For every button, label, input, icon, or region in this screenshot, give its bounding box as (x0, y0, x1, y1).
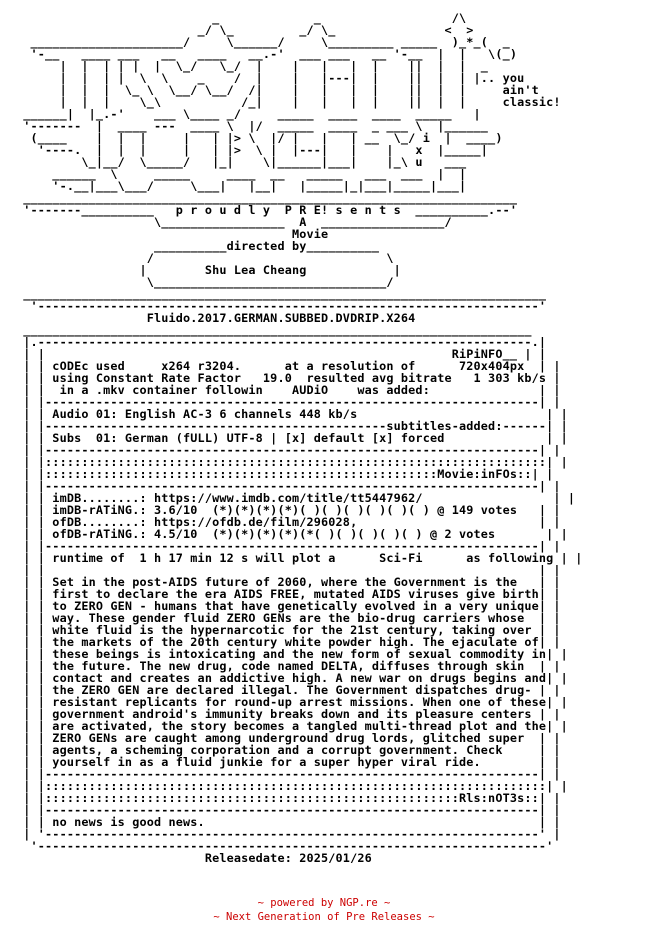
powered-by-link[interactable] (0, 896, 648, 910)
page-footer (0, 896, 648, 924)
ngp-link[interactable]: ~ powered by NGP.re ~ (257, 897, 391, 909)
tagline: ~ Next Generation of Pre Releases ~ (213, 911, 435, 923)
nfo-ascii-document: _ _ /\ _/ \_ _/ \_ < > _____________________/ \______/ \_________ _____ )_*_( _ '-__ ____ ___ __ ____ __.-' ___ ___ __ '-__ | | \(_) | | | | | | \_/ \_/ | | | | | || | | _ | | | | \ \ _ / | | |---| | || | | |.. you | | | \_ \ \__/ \__/ /| | | | | || | | ain't | | | \_\ /_| | | | | || | | classic! ______| |_.-' ___ \____ _/ _____ ____ ____ _____ | '------- | ____ --- ____ \ |/ _____ ____ _ ___ \ |______ (____ | | | | | |> \ |/ | | | __ \_/ i | ____) '----. | | | | | |> \ | |---| | | x |_____| \_|__/ \_____/ |_| \|______|___| |_\ u ___ ______ \ _____ ____ __ _____ ___ ___ | | '-.__|___\___/ \___| |__| |_____|_|___|_____|___| ____________________________________________________________________ '-------__________ p r o u d l y P R E! s e n t s __________.--' \_________________ A _________________/ Movie __________directed by__________ / \ | Shu Lea Cheang | \________________________________/ ________________________________________________________________________ '---------------------------------------------------------------------' Fluido.2017.GERMAN.SUBBED.DVDRIP.X264 ______________________________________________________________________ |.--------------------------------------------------------------------.| | | RiPiNFO__ | | | | cODEc used x264 r3204. at a resolution of 720x404px | | | | using Constant Rate Factor 19.0 resulted avg bitrate 1 303 kb/s | | | in a .mkv container followin AUDiO was added: | | | |--------------------------------------------------------------------| | | | Audio 01: English AC-3 6 channels 448 kb/s | | | |-----------------------------------------------subtitles-added:------| | | | Subs 01: German (fULL) UTF-8 | [x] default [x] forced | | | |--------------------------------------------------------------------| | | |:::::::::::::::::::::::::::::::::::::::::::::::::::::::::::::::::::::| | | |::::::::::::::::::::::::::::::::::::::::::::::::::::::Movie:inFOs::| | | |--------------------------------------------------------------------| | | | imDB........: https://www.imdb.com/title/tt5447962/ | | | | imDB-rATiNG.: 3.6/10 (*)(*)(*)(*)( )( )( )( )( )( ) @ 149 votes | | | | ofDB........: https://ofdb.de/film/296028, | | | | ofDB-rATiNG.: 4.5/10 (*)(*)(*)(*)(*( )( )( )( )( ) @ 2 votes | | | |--------------------------------------------------------------------| | | | runtime of 1 h 17 min 12 s will plot a Sci-Fi as following | | | | | | | | Set in the post-AIDS future of 2060, where the Government is the | | | | first to declare the era AIDS FREE, mutated AIDS viruses give birth| | | | to ZERO GEN - humans that have genetically evolved in a very unique| | | | way. These gender fluid ZERO GENs are the bio-drug carriers whose | | | | white fluid is the hypernarcotic for the 21st century, taking over | | | | the markets of the 20th century white powder high. The ejaculate of| | | | these beings is intoxicating and the new form of sexual commodity in| | | | the future. The new drug, code named DELTA, diffuses through skin | | | | contact and creates an addictive high. A new war on drugs begins and| | | | the ZERO GEN are declared illegal. The Government dispatches drug- | | | | resistant replicants for round-up arrest missions. When one of these| | | | government android's immunity breaks down and its pleasure centers | | | | are activated, the story becomes a tangled multi-thread plot and the| | | | ZERO GENs are caught among underground drug lords, glitched super | | | | agents, a scheming corporation and a corrupt government. Check | | | | yourself in as a fluid junkie for a super hyper viral ride. | | | |--------------------------------------------------------------------| | | |:::::::::::::::::::::::::::::::::::::::::::::::::::::::::::::::::::::| | | |:::::::::::::::::::::::::::::::::::::::::::::::::::::::::Rls:nOT3s::| | | |--------------------------------------------------------------------| | | | no news is good news. | | | '--------------------------------------------------------------------' | '----------------------------------------------------------------------' Releasedate: 2025/01/26 (23, 11, 583, 865)
